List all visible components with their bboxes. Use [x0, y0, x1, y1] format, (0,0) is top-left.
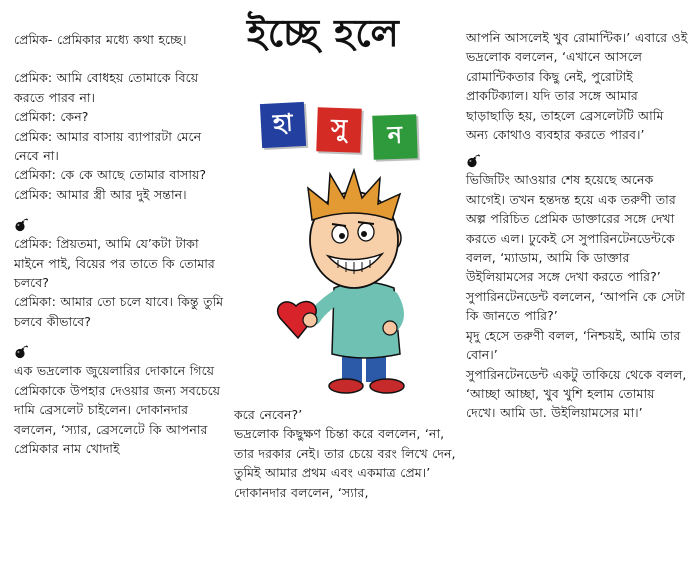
paragraph: এক ভদ্রলোক জুয়েলারির দোকানে গিয়ে প্রেমিকাকে উপহার দেওয়ার জন্য সবচেয়ে দামি ব্রেসলেট চাইলেন। দোকানদার বললেন, ‘স্যার, ব্রেসলেটে কি আপনার প্রেমিকার নাম খোদাই: [14, 363, 221, 456]
paragraph: মৃদু হেসে তরুণী বলল, ‘নিশ্চয়ই, আমি তার বোন।’: [466, 327, 681, 363]
paragraph: প্রেমিক: আমার স্ত্রী আর দুই সন্তান।: [14, 186, 187, 202]
paragraph: আপনি আসলেই খুব রোমান্টিক।’ এবারে ওই ভদ্রলোক বললেন, ‘এখানে আসলে রোমান্টিকতার কিছু নেই, পুরোটাই প্রাকটিক্যাল। যদি তার সঙ্গে আমার ছাড়াছাড়ি হয়, তাহলে ব্রেসলেটটি আমি অন্য কোথাও ব্যবহার করতে পারব।’: [466, 30, 688, 143]
title-tiles: [261, 103, 461, 163]
paragraph: প্রেমিক: আমার বাসায় ব্যাপারটা মেনে নেবে না।: [14, 128, 202, 164]
right-column: [466, 28, 688, 423]
boy-hair: [308, 170, 400, 220]
left-column: [14, 30, 226, 458]
paragraph: প্রেমিকা: কেন?: [14, 109, 89, 125]
paragraph: ভদ্রলোক কিছুক্ষণ চিন্তা করে বললেন, ‘না, তার দরকার নেই। তার চেয়ে বরং লিখে দেন, তুমিই আমার প্রথম এবং একমাত্র প্রেম।’: [234, 426, 456, 481]
paragraph: দোকানদার বললেন, ‘স্যার,: [234, 484, 369, 500]
bomb-icon: [14, 218, 28, 232]
paragraph: প্রেমিক: প্রিয়তমা, আমি যে’কটা টাকা মাইনে পাই, বিয়ের পর তাতে কি তোমার চলবে?: [14, 236, 215, 291]
paragraph: প্রেমিকা: আমার তো চলে যাবে। কিন্তু তুমি চলবে কীভাবে?: [14, 294, 224, 329]
title-tile: সু: [316, 107, 362, 153]
paragraph: করে নেবেন?’: [234, 407, 303, 422]
boy-shoe-right: [370, 379, 404, 393]
paragraph: সুপারিনটেনডেন্ট একটু তাকিয়ে থেকে বলল, ‘আচ্ছা আচ্ছা, খুব খুশি হলাম তোমায় দেখে। আমি ডা. উইলিয়ামসের মা।’: [466, 366, 687, 421]
cartoon-boy-illustration: [242, 168, 462, 400]
paragraph: ভিজিটিং আওয়ার শেষ হয়েছে অনেক আগেই। তখন হন্তদন্ত হয়ে এক তরুণী তার অল্প পরিচিত প্রেমিক ডাক্তারের সঙ্গে দেখা করতে এল। ঢুকেই সে সুপারিনটেনডেন্টকে বলল, ‘ম্যাডাম, আমি কি ডাক্তার উইলিয়ামসের সঙ্গে দেখা করতে পারি?’ সুপারিনটেনডেন্ট বললেন, ‘আপনি কে সেটা কি জানতে পারি?’: [466, 172, 685, 324]
page-title: ইচ্ছে হলে: [247, 10, 400, 55]
bomb-icon: [14, 345, 28, 359]
header: [247, 8, 467, 60]
boy-shoe-left: [329, 379, 363, 393]
title-tile: ন: [372, 114, 418, 160]
title-tile: হা: [260, 102, 306, 148]
paragraph: প্রেমিকা: কে কে আছে তোমার বাসায়?: [14, 167, 207, 183]
bomb-icon: [466, 154, 480, 168]
middle-column: [234, 405, 460, 502]
paragraph: প্রেমিক: আমি বোধহয় তোমাকে বিয়ে করতে পারব না।: [14, 70, 199, 105]
paragraph: প্রেমিক- প্রেমিকার মধ্যে কথা হচ্ছে।: [14, 32, 187, 47]
